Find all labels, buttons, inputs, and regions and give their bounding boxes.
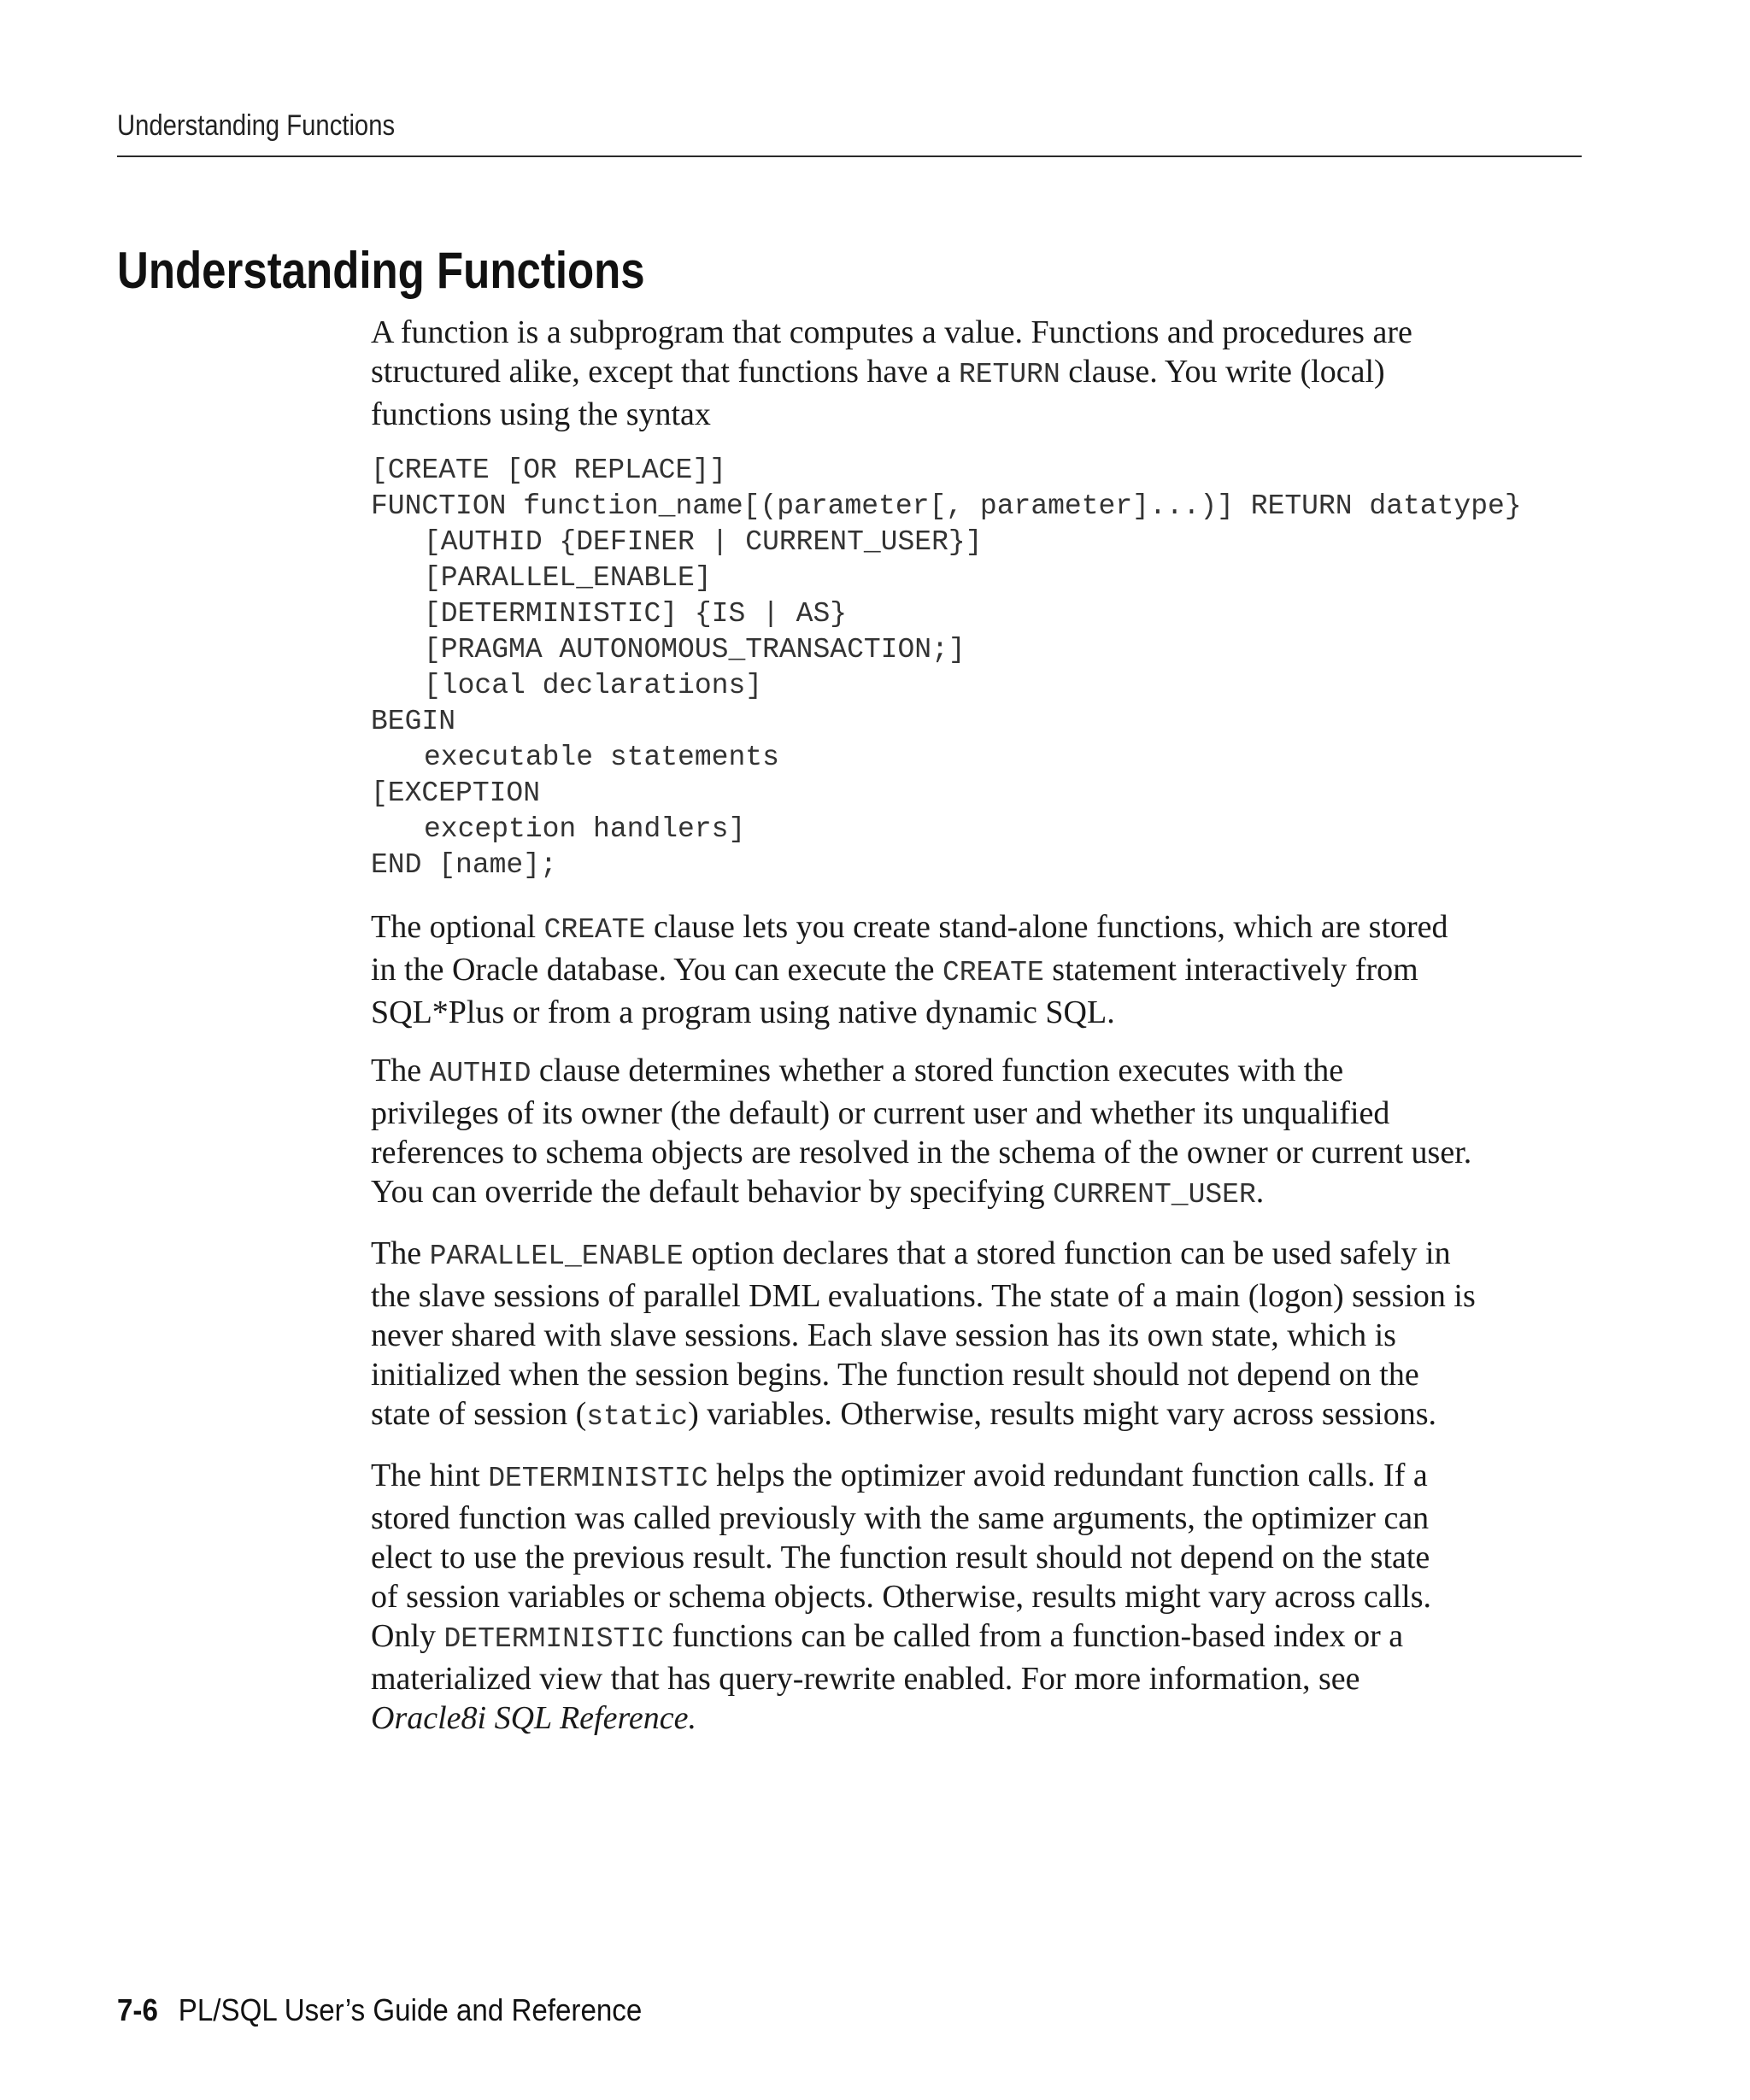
text: in the Oracle database. You can execute the [371, 952, 943, 988]
code-line: FUNCTION function_name[(parameter[, parameter]...)] RETURN datatype} [371, 490, 1522, 522]
page-footer [117, 1992, 642, 2028]
inline-code-deterministic: DETERMINISTIC [488, 1463, 708, 1494]
code-line: exception handlers] [424, 813, 746, 845]
authid-line-3: references to schema objects are resolved in the schema of the owner or current user. [371, 1135, 1472, 1170]
deterministic-line-2: stored function was called previously with the same arguments, the optimizer can [371, 1500, 1430, 1536]
intro-line-2 [371, 352, 1583, 395]
text: clause lets you create stand-alone functions, which are stored [645, 909, 1448, 945]
book-title: PL/SQL User’s Guide and Reference [178, 1992, 643, 2027]
text: ) variables. Otherwise, results might vary across sessions. [688, 1396, 1436, 1432]
syntax-code-block [371, 453, 1583, 883]
create-line-1 [371, 907, 1583, 950]
text: structured alike, except that functions have a [371, 354, 959, 390]
parallel-line-3: never shared with slave sessions. Each slave session has its own state, which is [371, 1317, 1396, 1353]
parallel-line-4: initialized when the session begins. The function result should not depend on the [371, 1357, 1419, 1393]
authid-line-1 [371, 1051, 1583, 1094]
authid-line-4 [371, 1172, 1583, 1215]
text: . [688, 1700, 696, 1736]
deterministic-line-5 [371, 1616, 1583, 1659]
deterministic-line-1 [371, 1456, 1583, 1499]
section-title: Understanding Functions [117, 242, 645, 299]
inline-code-parallel-enable: PARALLEL_ENABLE [429, 1241, 684, 1272]
text: The hint [371, 1458, 489, 1493]
sql-reference-citation: Oracle8i SQL Reference [371, 1700, 689, 1736]
code-line: [AUTHID {DEFINER | CURRENT_USER}] [424, 526, 983, 558]
body-column [371, 313, 1583, 1757]
deterministic-paragraph [371, 1456, 1583, 1738]
text: statement interactively from [1043, 952, 1418, 988]
code-line: [DETERMINISTIC] {IS | AS} [424, 598, 848, 630]
code-line: BEGIN [371, 706, 456, 737]
text: Only [371, 1618, 444, 1654]
parallel-line-2: the slave sessions of parallel DML evaluations. The state of a main (logon) session is [371, 1278, 1476, 1314]
authid-line-2: privileges of its owner (the default) or current user and whether its unqualified [371, 1095, 1390, 1131]
text: clause determines whether a stored function executes with the [531, 1053, 1344, 1088]
inline-code-create: CREATE [543, 914, 646, 946]
create-line-3: SQL*Plus or from a program using native dynamic SQL. [371, 994, 1115, 1030]
code-line: executable statements [424, 742, 779, 773]
page-number: 7-6 [117, 1992, 158, 2027]
deterministic-line-7 [371, 1698, 1583, 1738]
inline-code-static: static [586, 1401, 689, 1433]
code-line: [local declarations] [424, 670, 763, 701]
parallel-line-5 [371, 1394, 1583, 1437]
deterministic-line-4: of session variables or schema objects. Otherwise, results might vary across calls. [371, 1579, 1432, 1615]
code-line: [CREATE [OR REPLACE]] [371, 455, 726, 486]
create-paragraph [371, 907, 1583, 1032]
code-line: [EXCEPTION [371, 777, 541, 809]
text: The [371, 1235, 430, 1271]
text: option declares that a stored function can be used safely in [683, 1235, 1451, 1271]
header-rule [117, 155, 1582, 157]
deterministic-line-6: materialized view that has query-rewrite enabled. For more information, see [371, 1661, 1360, 1697]
running-header: Understanding Functions [117, 109, 396, 142]
deterministic-line-3: elect to use the previous result. The function result should not depend on the state [371, 1540, 1430, 1575]
text: clause. You write (local) [1060, 354, 1385, 390]
authid-paragraph [371, 1051, 1583, 1215]
text: The [371, 1053, 430, 1088]
create-line-2 [371, 950, 1583, 993]
code-line: [PARALLEL_ENABLE] [424, 562, 712, 594]
inline-code-current-user: CURRENT_USER [1053, 1179, 1256, 1211]
text: state of session ( [371, 1396, 587, 1432]
text: functions can be called from a function-based index or a [663, 1618, 1404, 1654]
inline-code-deterministic: DETERMINISTIC [443, 1623, 664, 1655]
text: The optional [371, 909, 544, 945]
code-line: [PRAGMA AUTONOMOUS_TRANSACTION;] [424, 634, 966, 666]
text: . [1255, 1174, 1265, 1210]
text: You can override the default behavior by specifying [371, 1174, 1054, 1210]
inline-code-authid: AUTHID [429, 1058, 531, 1089]
intro-paragraph [371, 313, 1583, 434]
parallel-enable-paragraph [371, 1234, 1583, 1437]
text: helps the optimizer avoid redundant function calls. If a [708, 1458, 1428, 1493]
inline-code-create: CREATE [942, 957, 1044, 988]
parallel-line-1 [371, 1234, 1583, 1276]
inline-code-return: RETURN [958, 359, 1060, 390]
intro-line-1: A function is a subprogram that computes a value. Functions and procedures are [371, 314, 1412, 350]
code-line: END [name]; [371, 849, 557, 881]
intro-line-3: functions using the syntax [371, 396, 711, 432]
